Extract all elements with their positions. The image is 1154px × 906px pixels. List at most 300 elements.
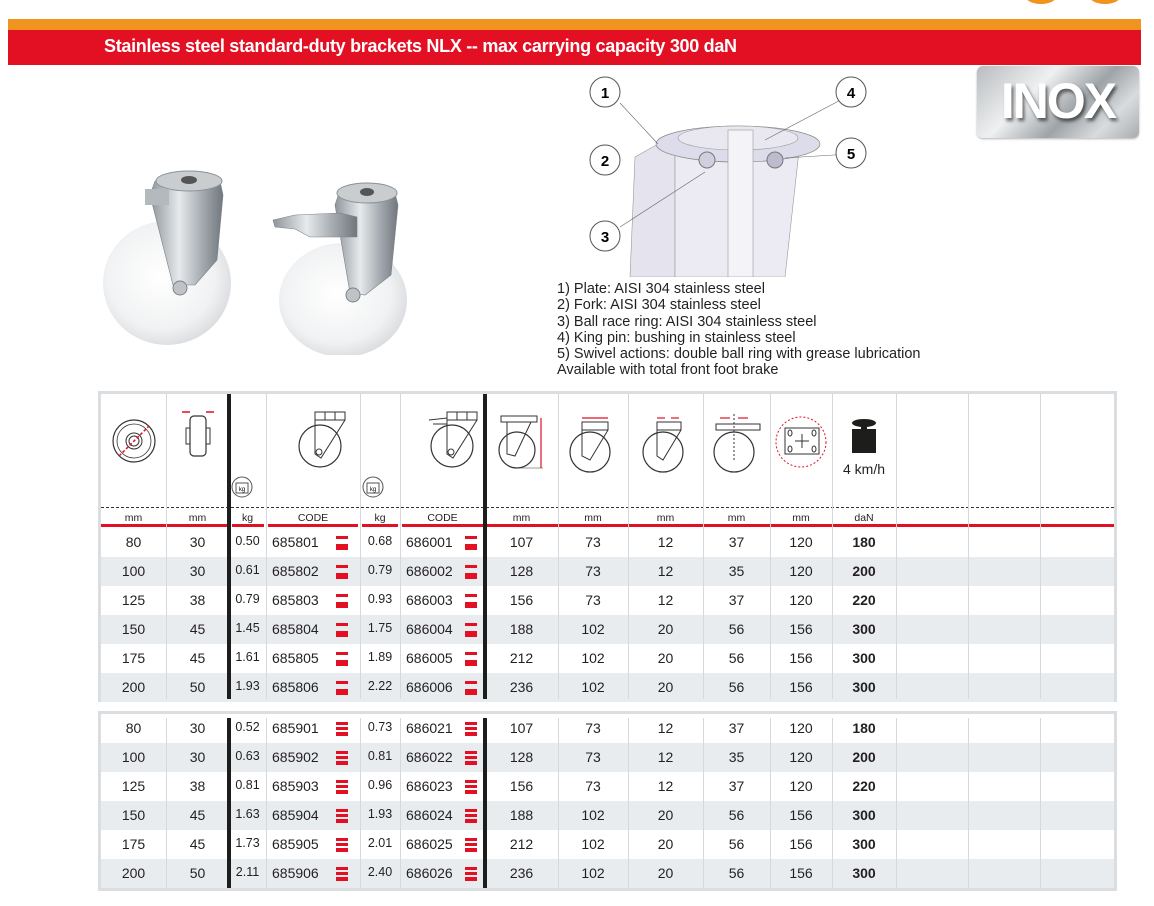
bolt-offset-icon	[712, 412, 762, 474]
cell-b: 20	[657, 836, 674, 852]
cell-code2: 686003	[406, 592, 453, 608]
cell-load: 200	[852, 563, 876, 579]
color-stripe-icon	[465, 565, 477, 581]
column-divider	[266, 394, 267, 699]
color-stripe-icon	[465, 867, 477, 883]
stripe-bar	[336, 756, 348, 759]
svg-text:5: 5	[846, 146, 856, 163]
color-stripe-icon	[465, 809, 477, 825]
header-red-underline	[402, 524, 483, 527]
cell-h: 236	[509, 679, 534, 695]
cell-b: 12	[657, 563, 674, 579]
stripe-bar	[336, 544, 348, 550]
color-stripe-icon	[336, 751, 348, 767]
header-red-underline	[268, 524, 358, 527]
column-divider	[400, 718, 401, 888]
cell-b: 20	[657, 650, 674, 666]
stripe-bar	[465, 877, 477, 881]
weight-icon	[231, 476, 261, 503]
cell-kg1: 0.52	[235, 720, 260, 734]
cell-kg2: 1.89	[367, 650, 393, 664]
column-divider	[558, 394, 559, 699]
cell-kg2: 0.81	[367, 749, 393, 763]
cell-load: 300	[852, 807, 876, 823]
cell-code1: 685803	[272, 592, 319, 608]
stripe-bar	[465, 594, 477, 597]
load-weight-icon	[849, 418, 879, 454]
cell-c: 37	[728, 534, 745, 550]
cell-code1: 685901	[272, 720, 319, 736]
cell-code1: 685805	[272, 650, 319, 666]
color-stripe-icon	[465, 681, 477, 697]
cell-a: 73	[585, 778, 601, 794]
callout-2	[590, 145, 620, 175]
stripe-bar	[336, 594, 348, 597]
stripe-bar	[465, 756, 477, 759]
cell-kg1: 1.93	[235, 679, 260, 693]
column-divider-thick	[483, 718, 487, 888]
cell-p: 156	[789, 865, 813, 881]
cell-code1: 685904	[272, 807, 319, 823]
callout-1	[590, 77, 620, 107]
plate-holes-icon	[773, 414, 829, 470]
header-red-underline	[101, 524, 229, 527]
svg-text:3: 3	[600, 229, 610, 246]
stripe-bar	[336, 819, 348, 823]
cell-h: 128	[509, 749, 534, 765]
cell-c: 35	[728, 563, 745, 579]
color-stripe-icon	[465, 536, 477, 552]
cell-kg1: 0.50	[235, 534, 260, 548]
stripe-bar	[336, 843, 348, 846]
logo-fragment	[1088, 0, 1122, 4]
color-stripe-icon	[465, 780, 477, 796]
stripe-bar	[336, 790, 348, 794]
cell-code1: 685903	[272, 778, 319, 794]
cell-c: 56	[728, 650, 745, 666]
cell-kg2: 0.93	[367, 592, 393, 606]
cell-kg2: 1.75	[367, 621, 393, 635]
cell-h: 212	[509, 650, 534, 666]
column-divider	[1040, 394, 1041, 699]
cell-load: 180	[852, 720, 876, 736]
stripe-bar	[336, 689, 348, 695]
cell-code1: 685902	[272, 749, 319, 765]
cell-p: 120	[789, 749, 813, 765]
swivel-caster-photo	[103, 171, 231, 345]
cell-p: 156	[789, 807, 813, 823]
column-divider-thick	[483, 394, 487, 699]
cell-kg1: 1.45	[235, 621, 260, 635]
stripe-bar	[465, 790, 477, 794]
cell-w: 45	[189, 807, 206, 823]
color-stripe-icon	[336, 565, 348, 581]
column-divider	[166, 718, 167, 888]
cell-d: 175	[121, 836, 146, 852]
weight-icon	[231, 476, 253, 498]
swivel-caster-icon	[286, 408, 360, 475]
stripe-bar	[336, 809, 348, 812]
column-divider	[628, 394, 629, 699]
caster-table-standard	[98, 391, 1117, 702]
unit-label: mm	[656, 512, 675, 524]
cell-b: 20	[657, 865, 674, 881]
stripe-bar	[336, 848, 348, 852]
cell-code2: 686001	[406, 534, 453, 550]
svg-text:2: 2	[600, 153, 610, 170]
weight-icon	[362, 476, 384, 498]
cell-c: 56	[728, 679, 745, 695]
cell-code2: 686005	[406, 650, 453, 666]
column-divider	[360, 718, 361, 888]
column-divider	[896, 718, 897, 888]
cell-load: 300	[852, 650, 876, 666]
cell-b: 12	[657, 534, 674, 550]
unit-label: CODE	[297, 512, 329, 524]
stripe-bar	[336, 573, 348, 579]
stripe-bar	[336, 872, 348, 875]
stripe-bar	[465, 843, 477, 846]
spec-item: 3) Ball race ring: AISI 304 stainless steel	[557, 313, 817, 330]
cell-h: 188	[509, 807, 534, 823]
column-divider-thick	[227, 718, 231, 888]
cell-p: 120	[789, 720, 813, 736]
cell-b: 20	[657, 679, 674, 695]
cell-c: 37	[728, 778, 745, 794]
stripe-bar	[465, 848, 477, 852]
cell-load: 300	[852, 621, 876, 637]
cell-kg2: 2.01	[367, 836, 393, 850]
cell-a: 102	[581, 865, 605, 881]
unit-label: kg	[374, 512, 386, 524]
column-divider	[1040, 718, 1041, 888]
swivel-brake-caster-icon	[425, 408, 481, 470]
cell-d: 200	[121, 679, 146, 695]
cell-w: 30	[189, 749, 206, 765]
cell-kg1: 0.61	[235, 563, 260, 577]
logo-fragment	[1024, 0, 1058, 4]
cell-code2: 686026	[406, 865, 453, 881]
cell-c: 37	[728, 720, 745, 736]
stripe-bar	[465, 867, 477, 870]
cell-kg1: 1.61	[235, 650, 260, 664]
stripe-bar	[465, 732, 477, 736]
color-stripe-icon	[336, 652, 348, 668]
cell-kg1: 1.73	[235, 836, 260, 850]
cell-w: 38	[189, 592, 206, 608]
stripe-bar	[336, 623, 348, 626]
unit-label: mm	[792, 512, 810, 524]
column-divider	[968, 394, 969, 699]
stripe-bar	[465, 727, 477, 730]
cell-kg1: 2.11	[235, 865, 260, 879]
color-stripe-icon	[465, 623, 477, 639]
cell-kg2: 0.68	[367, 534, 393, 548]
stripe-bar	[336, 867, 348, 870]
cell-c: 56	[728, 621, 745, 637]
weight-icon	[362, 476, 392, 503]
stripe-bar	[465, 751, 477, 754]
color-stripe-icon	[336, 809, 348, 825]
cell-code1: 685905	[272, 836, 319, 852]
stripe-bar	[336, 631, 348, 637]
cell-code2: 686024	[406, 807, 453, 823]
header-red-underline	[362, 524, 398, 527]
cell-kg2: 2.22	[367, 679, 393, 693]
cell-kg2: 0.73	[367, 720, 393, 734]
cell-p: 156	[789, 621, 813, 637]
cell-d: 125	[121, 778, 146, 794]
stripe-bar	[465, 602, 477, 608]
cell-a: 73	[585, 534, 601, 550]
color-stripe-icon	[336, 623, 348, 639]
cell-b: 20	[657, 621, 674, 637]
offset-icon	[641, 412, 691, 474]
spec-item: 1) Plate: AISI 304 stainless steel	[557, 281, 765, 297]
cell-a: 102	[581, 836, 605, 852]
stripe-bar	[465, 536, 477, 539]
cell-d: 80	[125, 720, 142, 736]
column-divider	[703, 394, 704, 699]
swivel-cutaway-diagram	[580, 72, 880, 277]
cell-b: 12	[657, 749, 674, 765]
cell-h: 156	[509, 778, 534, 794]
stripe-bar	[336, 536, 348, 539]
cell-c: 37	[728, 592, 745, 608]
cell-p: 156	[789, 679, 813, 695]
cell-code2: 686021	[406, 720, 453, 736]
cell-w: 50	[189, 865, 206, 881]
cell-code2: 686006	[406, 679, 453, 695]
swivel-brake-caster-icon	[420, 408, 485, 475]
stripe-bar	[336, 761, 348, 765]
stripe-bar	[465, 565, 477, 568]
cell-d: 150	[121, 807, 146, 823]
cell-load: 180	[852, 534, 876, 550]
header-orange-stripe	[8, 19, 1141, 30]
inox-badge	[977, 66, 1139, 138]
stripe-bar	[465, 631, 477, 637]
unit-label: mm	[584, 512, 602, 524]
cell-kg2: 2.40	[367, 865, 393, 879]
cell-load: 200	[852, 749, 876, 765]
column-divider	[628, 718, 629, 888]
svg-text:1: 1	[600, 85, 610, 102]
stripe-bar	[336, 780, 348, 783]
plate-holes-icon	[770, 414, 832, 475]
cell-w: 45	[189, 650, 206, 666]
stripe-bar	[336, 660, 348, 666]
unit-label: mm	[727, 512, 746, 524]
header-red-underline	[232, 524, 264, 527]
speed-label: 4 km/h	[842, 461, 885, 477]
cell-code1: 685906	[272, 865, 319, 881]
column-divider	[896, 394, 897, 699]
stripe-bar	[465, 544, 477, 550]
cell-p: 120	[789, 534, 813, 550]
cell-w: 30	[189, 563, 206, 579]
load-weight-icon	[832, 418, 896, 459]
stripe-bar	[336, 838, 348, 841]
column-divider	[558, 718, 559, 888]
cell-a: 73	[585, 563, 601, 579]
color-stripe-icon	[465, 838, 477, 854]
cell-a: 102	[581, 650, 605, 666]
cell-a: 73	[585, 592, 601, 608]
unit-label: daN	[854, 512, 874, 524]
cell-d: 125	[121, 592, 146, 608]
cell-h: 236	[509, 865, 534, 881]
cell-a: 73	[585, 749, 601, 765]
stripe-bar	[465, 652, 477, 655]
cell-a: 102	[581, 807, 605, 823]
wheel-width-icon	[166, 408, 229, 465]
cell-b: 12	[657, 592, 674, 608]
cell-code1: 685804	[272, 621, 319, 637]
callout-4	[836, 77, 866, 107]
cell-p: 120	[789, 778, 813, 794]
cell-p: 156	[789, 836, 813, 852]
cell-h: 212	[509, 836, 534, 852]
stripe-bar	[465, 660, 477, 666]
stripe-bar	[336, 877, 348, 881]
unit-label: kg	[241, 512, 254, 524]
column-divider	[832, 718, 833, 888]
cell-p: 120	[789, 592, 813, 608]
wheel-diameter-icon	[101, 416, 166, 471]
cell-w: 30	[189, 720, 206, 736]
svg-text:kg: kg	[369, 487, 377, 493]
spec-list	[557, 281, 921, 379]
inox-badge-label: INOX	[1000, 73, 1116, 129]
cell-code1: 685806	[272, 679, 319, 695]
column-divider	[968, 718, 969, 888]
cell-code2: 686022	[406, 749, 453, 765]
caster-photos	[95, 165, 425, 355]
cell-code2: 686002	[406, 563, 453, 579]
cell-w: 30	[189, 534, 206, 550]
color-stripe-icon	[336, 780, 348, 796]
cell-kg1: 1.63	[235, 807, 260, 821]
cell-w: 45	[189, 836, 206, 852]
stripe-bar	[465, 761, 477, 765]
cell-a: 102	[581, 621, 605, 637]
swivel-caster-icon	[297, 408, 349, 470]
stripe-bar	[465, 681, 477, 684]
spec-note: Available with total front foot brake	[557, 362, 779, 379]
cell-kg2: 0.96	[367, 778, 393, 792]
spec-item: 5) Swivel actions: double ball ring with grease lubrication	[557, 346, 921, 363]
stripe-bar	[336, 652, 348, 655]
cell-d: 175	[121, 650, 146, 666]
cell-p: 120	[789, 563, 813, 579]
svg-text:kg: kg	[238, 487, 246, 493]
header-dashed-separator	[101, 507, 1114, 508]
color-stripe-icon	[465, 751, 477, 767]
column-divider	[770, 718, 771, 888]
cell-b: 12	[657, 720, 674, 736]
cell-h: 156	[509, 592, 534, 608]
cell-d: 80	[125, 534, 142, 550]
color-stripe-icon	[465, 594, 477, 610]
cell-d: 100	[121, 563, 146, 579]
stripe-bar	[465, 838, 477, 841]
cell-h: 107	[509, 720, 534, 736]
stripe-bar	[336, 602, 348, 608]
color-stripe-icon	[336, 867, 348, 883]
column-divider	[832, 394, 833, 699]
color-stripe-icon	[336, 681, 348, 697]
stripe-bar	[336, 732, 348, 736]
cell-w: 50	[189, 679, 206, 695]
stripe-bar	[465, 623, 477, 626]
color-stripe-icon	[465, 652, 477, 668]
column-divider-thick	[227, 394, 231, 699]
callout-5	[836, 138, 866, 168]
cell-a: 102	[581, 679, 605, 695]
cell-w: 45	[189, 621, 206, 637]
stripe-bar	[336, 722, 348, 725]
cell-b: 12	[657, 778, 674, 794]
cell-c: 56	[728, 836, 745, 852]
cell-p: 156	[789, 650, 813, 666]
stripe-bar	[336, 751, 348, 754]
column-divider	[360, 394, 361, 699]
svg-text:4: 4	[846, 85, 856, 102]
spec-item: 2) Fork: AISI 304 stainless steel	[557, 297, 761, 314]
column-divider	[703, 718, 704, 888]
page-title: Stainless steel standard-duty brackets NLX -- max carrying capacity 300 daN	[104, 36, 737, 56]
stripe-bar	[336, 785, 348, 788]
cell-h: 128	[509, 563, 534, 579]
cell-w: 38	[189, 778, 206, 794]
unit-label: mm	[188, 512, 207, 524]
stripe-bar	[465, 689, 477, 695]
stripe-bar	[465, 819, 477, 823]
stripe-bar	[465, 814, 477, 817]
color-stripe-icon	[336, 594, 348, 610]
wheel-diameter-icon	[109, 416, 159, 466]
wheel-width-icon	[178, 408, 218, 460]
cell-code2: 686025	[406, 836, 453, 852]
color-stripe-icon	[465, 722, 477, 738]
stripe-bar	[465, 780, 477, 783]
stripe-bar	[465, 722, 477, 725]
stripe-bar	[336, 814, 348, 817]
plate-width-icon	[568, 412, 618, 474]
cell-b: 20	[657, 807, 674, 823]
offset-icon	[628, 412, 703, 479]
cell-d: 150	[121, 621, 146, 637]
overall-height-icon	[485, 412, 558, 479]
cell-code2: 686004	[406, 621, 453, 637]
color-stripe-icon	[336, 722, 348, 738]
cell-kg2: 0.79	[367, 563, 393, 577]
cell-code1: 685802	[272, 563, 319, 579]
cell-d: 200	[121, 865, 146, 881]
plate-width-icon	[558, 412, 628, 479]
cell-code1: 685801	[272, 534, 319, 550]
cell-load: 300	[852, 836, 876, 852]
cell-a: 73	[585, 720, 601, 736]
cell-kg1: 0.79	[235, 592, 260, 606]
stripe-bar	[336, 727, 348, 730]
stripe-bar	[465, 573, 477, 579]
caster-table-variant	[98, 711, 1117, 891]
color-stripe-icon	[336, 536, 348, 552]
column-divider	[400, 394, 401, 699]
cell-c: 35	[728, 749, 745, 765]
